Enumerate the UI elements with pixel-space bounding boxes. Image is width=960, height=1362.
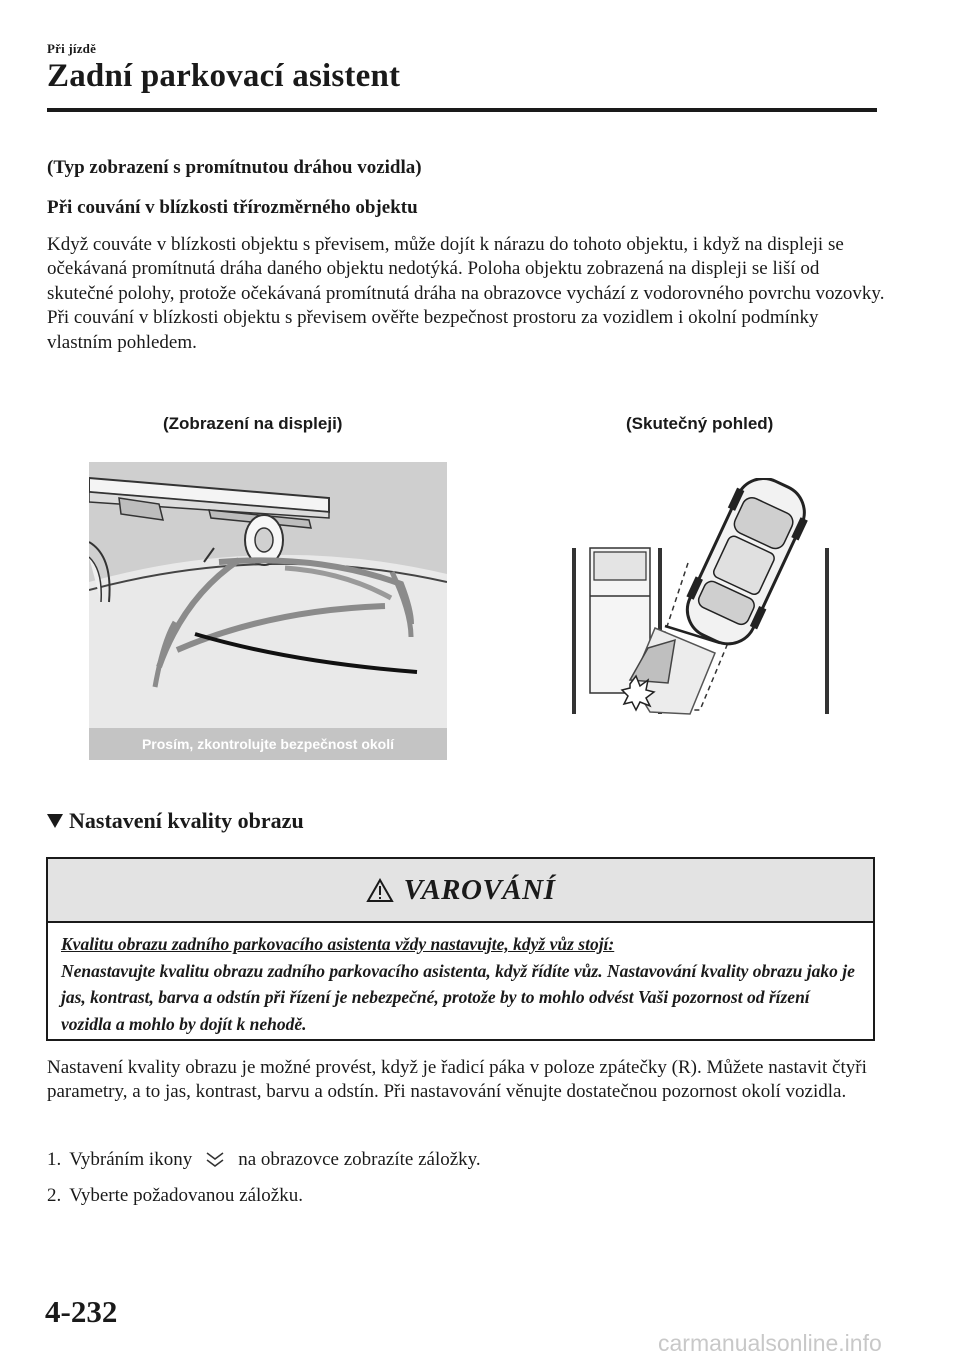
intro-paragraph: Když couváte v blízkosti objektu s převisem, může dojít k nárazu do tohoto objektu, i když na displeji se očekávaná promítnutá dráha daného objektu nedotýká. Poloha objektu zobrazená na displeji se liší od skutečné polohy, protože očekávaná promítnutá dráha na obrazovce vychází z vodorovného povrchu vozovky. Při couvání v blízkosti objektu s převisem ověřte bezpečnost prostoru za vozidlem i okolní podmínky vlastním pohledem. [47, 234, 885, 353]
warning-box [46, 857, 875, 1041]
step-2 [47, 1185, 303, 1207]
quality-paragraph: Nastavení kvality obrazu je možné provést, když je řadicí páka v poloze zpátečky (R). Můžete nastavit čtyři parametry, a to jas, kontrast, barvu a odstín. Při nastavování věnujte dostatečnou pozornost okolí vozidla. [47, 1057, 867, 1103]
title-divider [47, 108, 877, 112]
warning-lead: Kvalitu obrazu zadního parkovacího asistenta vždy nastavujte, když vůz stojí: [61, 934, 615, 954]
screen-warning-message: Prosím, zkontrolujte bezpečnost okolí [141, 736, 395, 752]
quality-section-title: Nastavení kvality obrazu [69, 808, 304, 833]
page-number: 4-232 [45, 1294, 118, 1329]
step-text-before: Vybráním ikony [69, 1149, 193, 1170]
warning-title: VAROVÁNÍ [403, 873, 556, 906]
warning-header [48, 859, 873, 923]
display-caption: (Zobrazení na displeji) [163, 414, 343, 433]
warning-triangle-icon [366, 878, 394, 903]
watermark: carmanualsonline.info [658, 1330, 882, 1356]
step-text: Vyberte požadovanou záložku. [69, 1185, 303, 1206]
actual-view-illustration [560, 478, 840, 718]
camera-display-illustration [89, 462, 447, 760]
reversing-heading: Při couvání v blízkosti třírozměrného objektu [47, 197, 418, 218]
actual-view-caption: (Skutečný pohled) [626, 414, 774, 433]
display-type-heading: (Typ zobrazení s promítnutou dráhou vozidla) [47, 157, 422, 178]
quality-section-heading [47, 808, 304, 834]
step-number: 2. [47, 1185, 62, 1206]
double-chevron-down-icon [204, 1151, 226, 1169]
step-number: 1. [47, 1149, 62, 1170]
step-text-after: na obrazovce zobrazíte záložky. [238, 1149, 481, 1170]
page-title: Zadní parkovací asistent [47, 58, 401, 94]
step-1 [47, 1149, 481, 1171]
section-label: Při jízdě [47, 41, 97, 56]
triangle-down-icon [47, 814, 63, 828]
warning-text: Nenastavujte kvalitu obrazu zadního parkovacího asistenta, když řídíte vůz. Nastavování kvality obrazu jako je jas, kontrast, barva a odstín při řízení je nebezpečné, protože by to mohlo odvést Vaši pozornost od řízení vozidla a mohlo by dojít k nehodě. [61, 960, 855, 1034]
warning-body [61, 931, 861, 1037]
